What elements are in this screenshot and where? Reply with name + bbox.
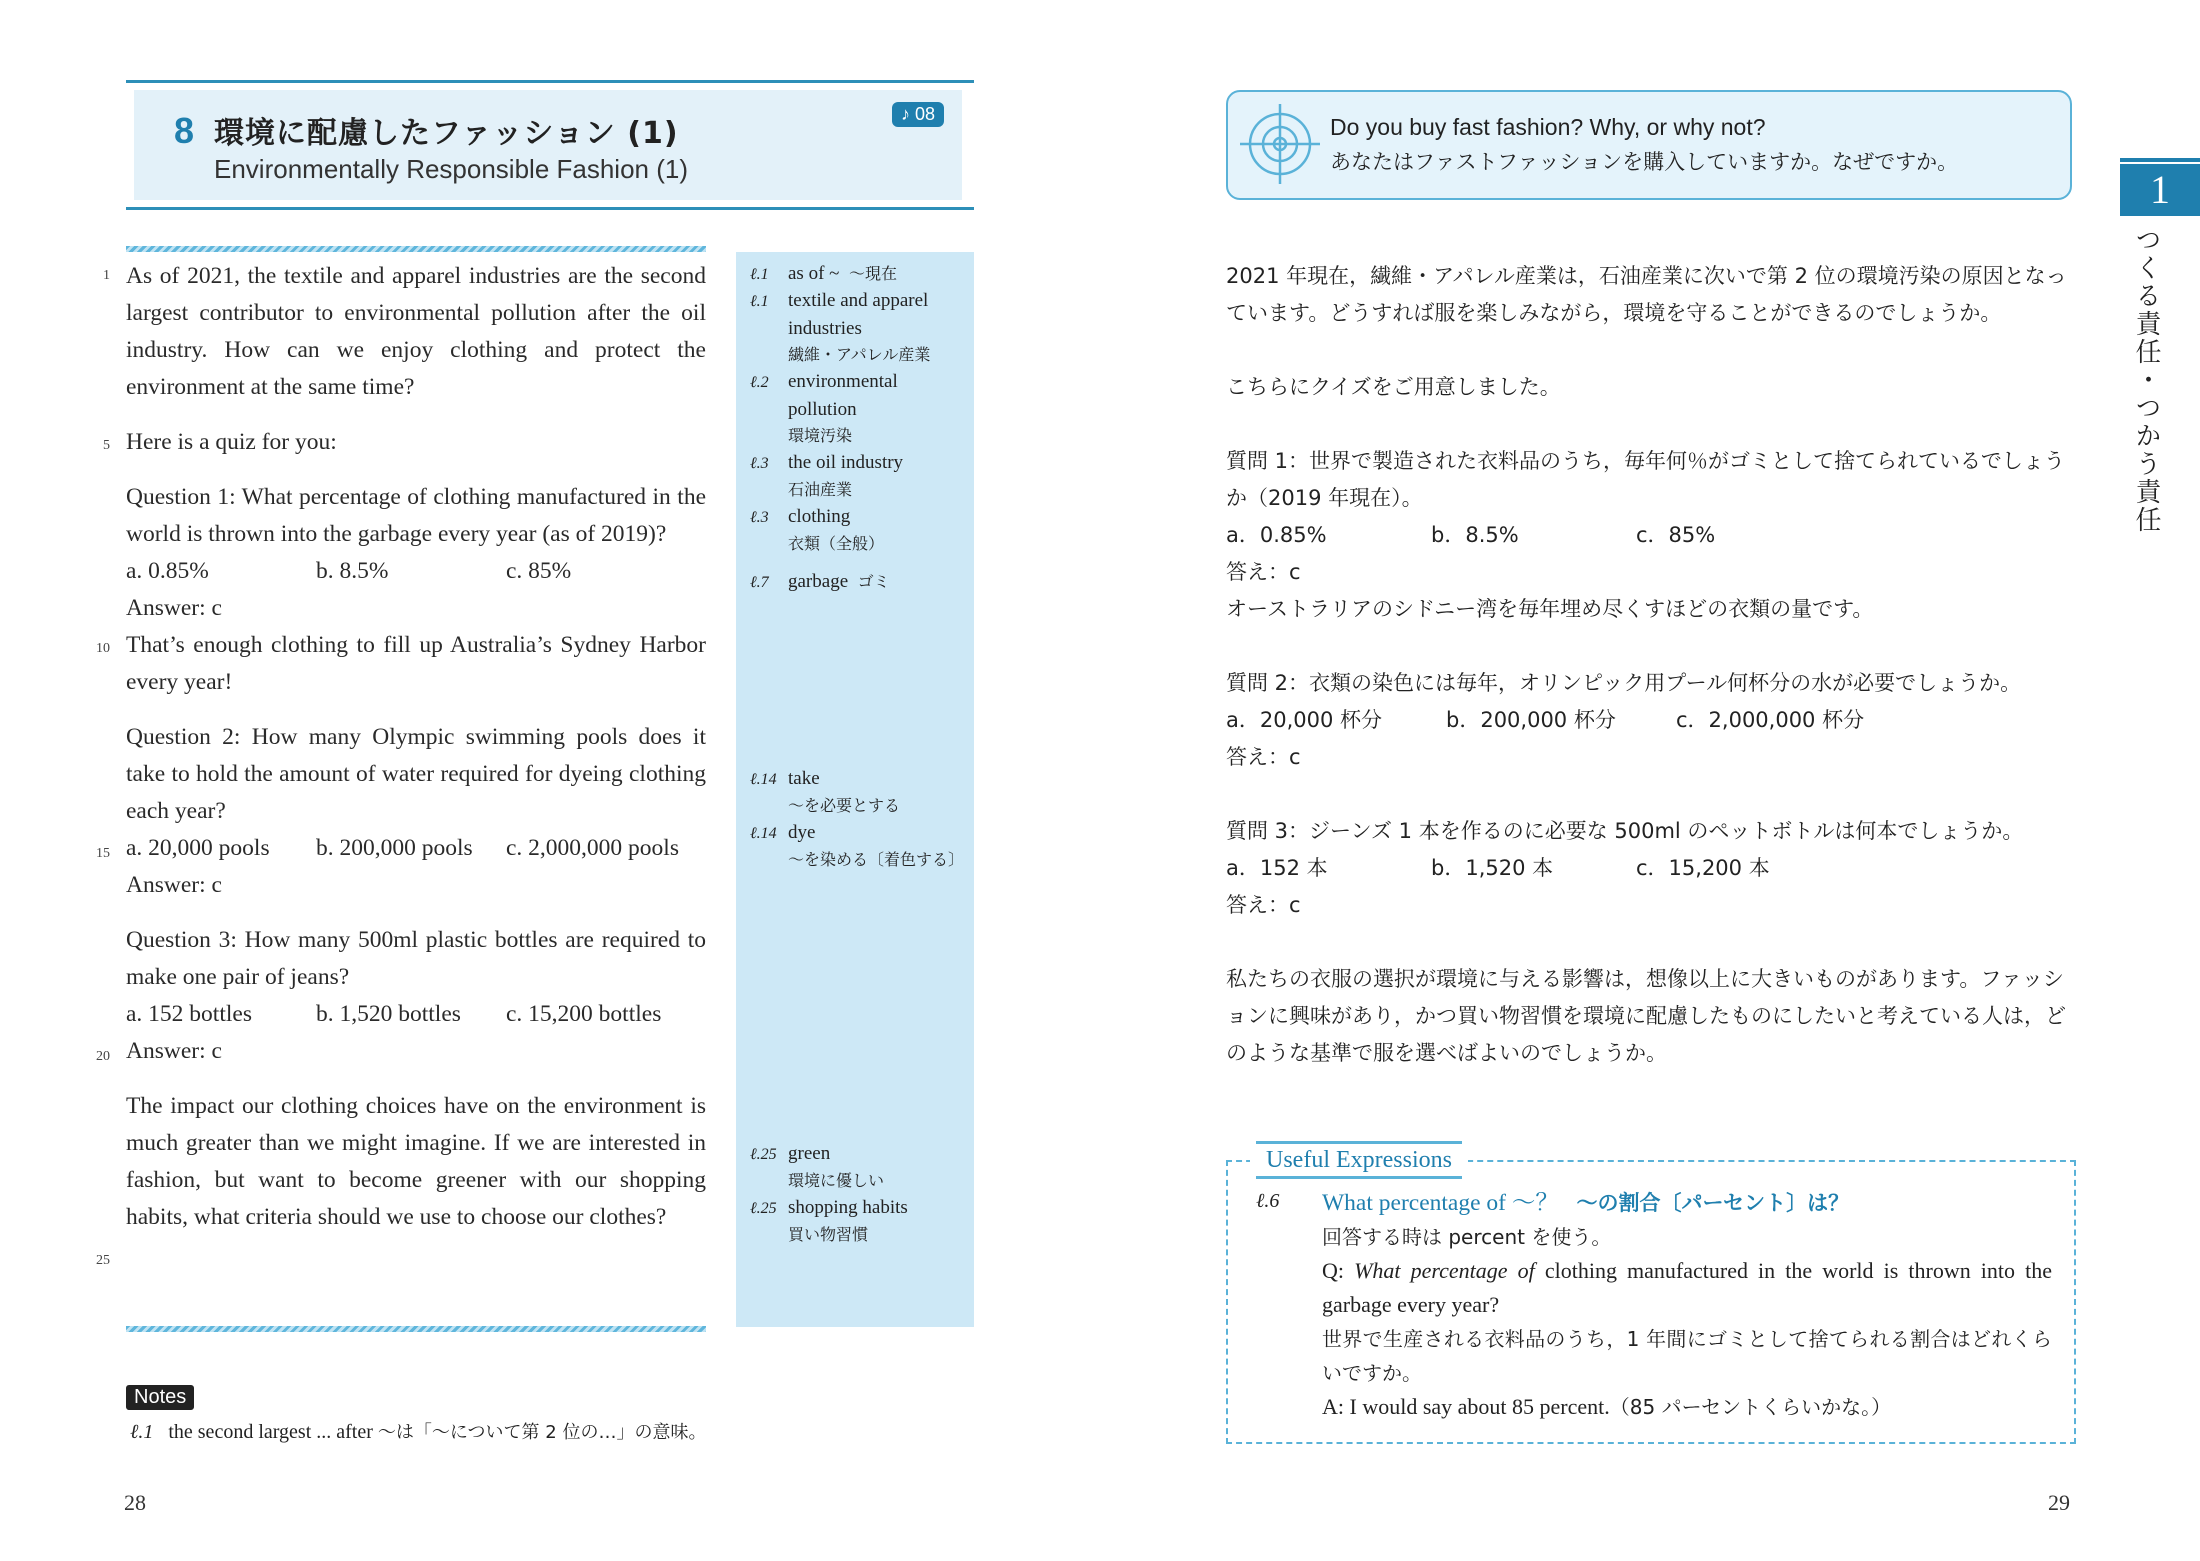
glossary-item: ℓ.1 as of ~ ～現在 bbox=[750, 263, 897, 284]
translation-answer-3: 答え：c bbox=[1226, 893, 1301, 917]
translation-option: c．85% bbox=[1636, 523, 1716, 547]
passage-paragraph: The impact our clothing choices have on the environment is much greater than we might imagine. If we are interested in fashion, but want to become greener with our shopping habits, what criteria should we use to choose our clothes? bbox=[126, 1093, 706, 1230]
passage-paragraph: Here is a quiz for you: bbox=[126, 429, 337, 455]
passage-paragraph: As of 2021, the textile and apparel industries are the second largest contributor to environmental pollution after the oil industry. How can we enjoy clothing and protect the environment at the same time? bbox=[126, 263, 706, 400]
glossary-item: ℓ.3 the oil industry 石油産業 bbox=[750, 452, 904, 499]
glossary-item: ℓ.2 environmental pollution 環境汚染 bbox=[750, 371, 898, 445]
passage-bottom-stripe bbox=[126, 1326, 706, 1332]
page-number-right: 29 bbox=[2048, 1490, 2070, 1515]
useful-expression-content bbox=[1322, 1186, 2052, 1424]
translation-option: c．15,200 本 bbox=[1636, 856, 1770, 880]
glossary-item: ℓ.14 take ～を必要とする bbox=[750, 768, 901, 815]
line-number: 25 bbox=[96, 1253, 110, 1268]
quiz-answer-2: Answer: c bbox=[126, 872, 222, 898]
quiz-options-3 bbox=[126, 996, 706, 1033]
line-number: 15 bbox=[96, 846, 110, 861]
quiz-question-1: Question 1: What percentage of clothing manufactured in the world is thrown into the garbage every year (as of 2019)? bbox=[126, 484, 706, 547]
glossary-item: ℓ.25 shopping habits 買い物習慣 bbox=[750, 1197, 908, 1244]
page-number-left: 28 bbox=[124, 1490, 146, 1515]
useful-expression-heading: What percentage of ～？ ～の割合〔パーセント〕は？ bbox=[1322, 1190, 1850, 1216]
translation-option: b．200,000 杯分 bbox=[1446, 708, 1616, 732]
quiz-question-2: Question 2: How many Olympic swimming pools does it take to hold the amount of water required for dyeing clothing each year? bbox=[126, 724, 706, 824]
glossary-item: ℓ.7 garbage ゴミ bbox=[750, 571, 890, 592]
glossary-item: ℓ.1 textile and apparel industries 繊維・アパレル産業 bbox=[750, 290, 931, 364]
useful-expressions-label: Useful Expressions bbox=[1250, 1141, 1468, 1179]
unit-title-ja: 環境に配慮したファッション (1) bbox=[214, 116, 679, 151]
translation-options-2 bbox=[1226, 702, 2074, 739]
translation-answer-1: 答え：c bbox=[1226, 560, 1301, 584]
glossary-item: ℓ.14 dye ～を染める〔着色する〕 bbox=[750, 822, 965, 869]
target-icon bbox=[1240, 104, 1320, 184]
useful-expression-example-q: Q: What percentage of clothing manufactured in the world is thrown into the garbage every year? bbox=[1322, 1258, 2053, 1317]
reading-passage bbox=[126, 258, 706, 1236]
notes-label: Notes bbox=[126, 1385, 194, 1410]
translation-note-1: オーストラリアのシドニー湾を毎年埋め尽くすほどの衣類の量です。 bbox=[1226, 597, 1874, 621]
passage-top-stripe bbox=[126, 246, 706, 252]
quiz-option: a. 152 bottles bbox=[126, 1001, 252, 1027]
useful-expression-example-q-ja: 世界で生産される衣料品のうち，1 年間にゴミとして捨てられる割合はどれくらいですか。 bbox=[1322, 1327, 2052, 1385]
quiz-question-3: Question 3: How many 500ml plastic bottles are required to make one pair of jeans? bbox=[126, 927, 706, 990]
quiz-option: b. 8.5% bbox=[316, 558, 389, 584]
useful-expression-ref: ℓ.6 bbox=[1256, 1190, 1280, 1212]
translation-question-1: 質問 1：世界で製造された衣料品のうち，毎年何％がゴミとして捨てられているでしょうか（2019 年現在）。 bbox=[1226, 449, 2065, 510]
line-number: 10 bbox=[96, 641, 110, 656]
unit-title-box bbox=[126, 80, 974, 210]
glossary-column bbox=[736, 252, 974, 1327]
line-number: 1 bbox=[103, 268, 110, 283]
quiz-option: a. 20,000 pools bbox=[126, 835, 270, 861]
quiz-option: c. 2,000,000 pools bbox=[506, 835, 679, 861]
translation-question-3: 質問 3：ジーンズ 1 本を作るのに必要な 500ml のペットボトルは何本でしょうか。 bbox=[1226, 819, 2024, 843]
japanese-translation bbox=[1226, 258, 2074, 1072]
translation-option: a．152 本 bbox=[1226, 856, 1328, 880]
quiz-note-1: That’s enough clothing to fill up Australia’s Sydney Harbor every year! bbox=[126, 632, 706, 695]
quiz-option: a. 0.85% bbox=[126, 558, 209, 584]
translation-option: b．1,520 本 bbox=[1431, 856, 1554, 880]
glossary-item: ℓ.25 green 環境に優しい bbox=[750, 1143, 885, 1190]
quiz-option: c. 15,200 bottles bbox=[506, 1001, 662, 1027]
quiz-option: b. 1,520 bottles bbox=[316, 1001, 461, 1027]
line-number: 20 bbox=[96, 1049, 110, 1064]
translation-answer-2: 答え：c bbox=[1226, 745, 1301, 769]
chapter-tab-number: 1 bbox=[2120, 164, 2200, 216]
useful-expression-example-a: A: I would say about 85 percent.（85 パーセントくらいかな。） bbox=[1322, 1394, 1892, 1419]
translation-option: b．8.5% bbox=[1431, 523, 1519, 547]
quiz-answer-3: Answer: c bbox=[126, 1038, 222, 1064]
translation-paragraph: 私たちの衣服の選択が環境に与える影響は，想像以上に大きいものがあります。ファッションに興味があり，かつ買い物習慣を環境に配慮したものにしたいと考えている人は，どのような基準で服を選べばよいのでしょうか。 bbox=[1226, 967, 2066, 1065]
discussion-question-en: Do you buy fast fashion? Why, or why not? bbox=[1330, 114, 1766, 140]
glossary-item: ℓ.3 clothing 衣類（全般） bbox=[750, 506, 885, 553]
translation-option: c．2,000,000 杯分 bbox=[1676, 708, 1865, 732]
useful-expression-usage: 回答する時は percent を使う。 bbox=[1322, 1225, 1612, 1249]
discussion-question-ja: あなたはファストファッションを購入していますか。なぜですか。 bbox=[1330, 150, 1959, 174]
chapter-tab-title: つくる責任・つかう責任 bbox=[2131, 226, 2161, 534]
quiz-options-1 bbox=[126, 553, 706, 590]
quiz-options-2 bbox=[126, 830, 706, 867]
translation-option: a．0.85% bbox=[1226, 523, 1327, 547]
translation-options-1 bbox=[1226, 517, 2074, 554]
line-number: 5 bbox=[103, 438, 110, 453]
translation-options-3 bbox=[1226, 850, 2074, 887]
translation-paragraph: こちらにクイズをご用意しました。 bbox=[1226, 375, 1561, 399]
translation-question-2: 質問 2：衣類の染色には毎年，オリンピック用プール何杯分の水が必要でしょうか。 bbox=[1226, 671, 2022, 695]
notes-line: ℓ.1 the second largest ... after ～は「～について第 2 位の…」の意味。 bbox=[130, 1421, 707, 1443]
translation-paragraph: 2021 年現在，繊維・アパレル産業は，石油産業に次いで第 2 位の環境汚染の原因となっています。どうすれば服を楽しみながら，環境を守ることができるのでしょうか。 bbox=[1226, 264, 2067, 325]
quiz-option: c. 85% bbox=[506, 558, 572, 584]
unit-title-en: Environmentally Responsible Fashion (1) bbox=[214, 154, 689, 184]
unit-number: 8 bbox=[174, 110, 195, 151]
quiz-option: b. 200,000 pools bbox=[316, 835, 473, 861]
discussion-question-box bbox=[1226, 90, 2072, 200]
quiz-answer-1: Answer: c bbox=[126, 595, 222, 621]
audio-track-badge[interactable]: ♪ 08 bbox=[892, 102, 944, 127]
translation-option: a．20,000 杯分 bbox=[1226, 708, 1383, 732]
